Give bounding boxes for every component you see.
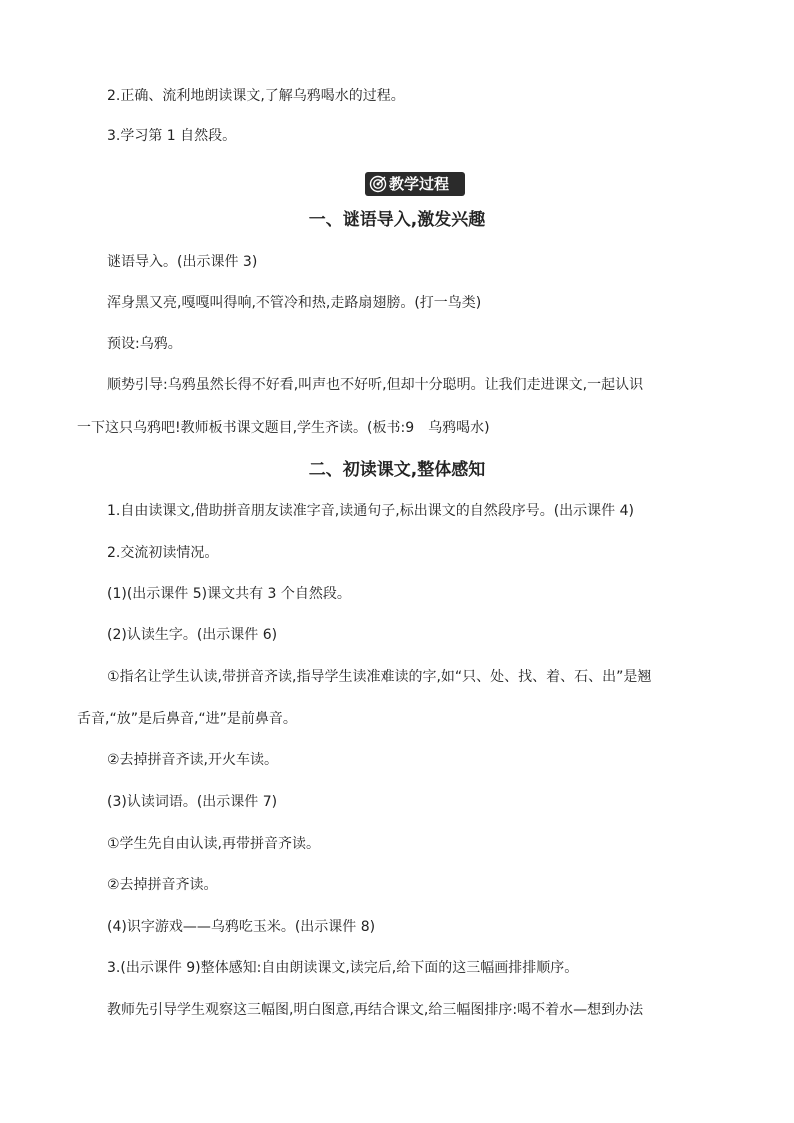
section2-p5-line2: 舌音,“放”是后鼻音,“进”是前鼻音。 [77,711,297,727]
section2-p5-line1: ①指名让学生认读,带拼音齐读,指导学生读准难读的字,如“只、处、找、着、石、出”是翘 [107,669,652,685]
section2-p8: ①学生先自由认读,再带拼音齐读。 [107,836,321,852]
section1-p4-line2: 一下这只乌鸦吧!教师板书课文题目,学生齐读。(板书:9 乌鸦喝水) [77,420,490,436]
section-badge [365,172,465,196]
objective-3: 3.学习第 1 自然段。 [107,128,237,144]
section1-heading: 一、谜语导入,激发兴趣 [308,210,486,230]
section2-p11: 3.(出示课件 9)整体感知:自由朗读课文,读完后,给下面的这三幅画排排顺序。 [107,960,579,976]
section2-p10: (4)识字游戏——乌鸦吃玉米。(出示课件 8) [107,919,376,935]
section1-p2: 浑身黑又亮,嘎嘎叫得响,不管冷和热,走路扇翅膀。(打一鸟类) [107,295,482,311]
target-icon [369,175,387,193]
section1-p1: 谜语导入。(出示课件 3) [107,254,258,270]
section1-p4-line1: 顺势引导:乌鸦虽然长得不好看,叫声也不好听,但却十分聪明。让我们走进课文,一起认识 [107,377,644,393]
section2-p7: (3)认读词语。(出示课件 7) [107,794,278,810]
section1-p3: 预设:乌鸦。 [107,336,182,352]
section2-p12: 教师先引导学生观察这三幅图,明白图意,再结合课文,给三幅图排序:喝不着水—想到办法 [107,1002,644,1018]
section2-p9: ②去掉拼音齐读。 [107,877,218,893]
section2-p2: 2.交流初读情况。 [107,545,219,561]
section2-heading: 二、初读课文,整体感知 [308,460,486,480]
section2-p3: (1)(出示课件 5)课文共有 3 个自然段。 [107,586,351,602]
section2-p1: 1.自由读课文,借助拼音朋友读准字音,读通句子,标出课文的自然段序号。(出示课件 4) [107,503,634,519]
section2-p4: (2)认读生字。(出示课件 6) [107,627,278,643]
section-badge-label: 教学过程 [389,175,450,193]
section2-p6: ②去掉拼音齐读,开火车读。 [107,752,279,768]
objective-2: 2.正确、流利地朗读课文,了解乌鸦喝水的过程。 [107,88,405,104]
